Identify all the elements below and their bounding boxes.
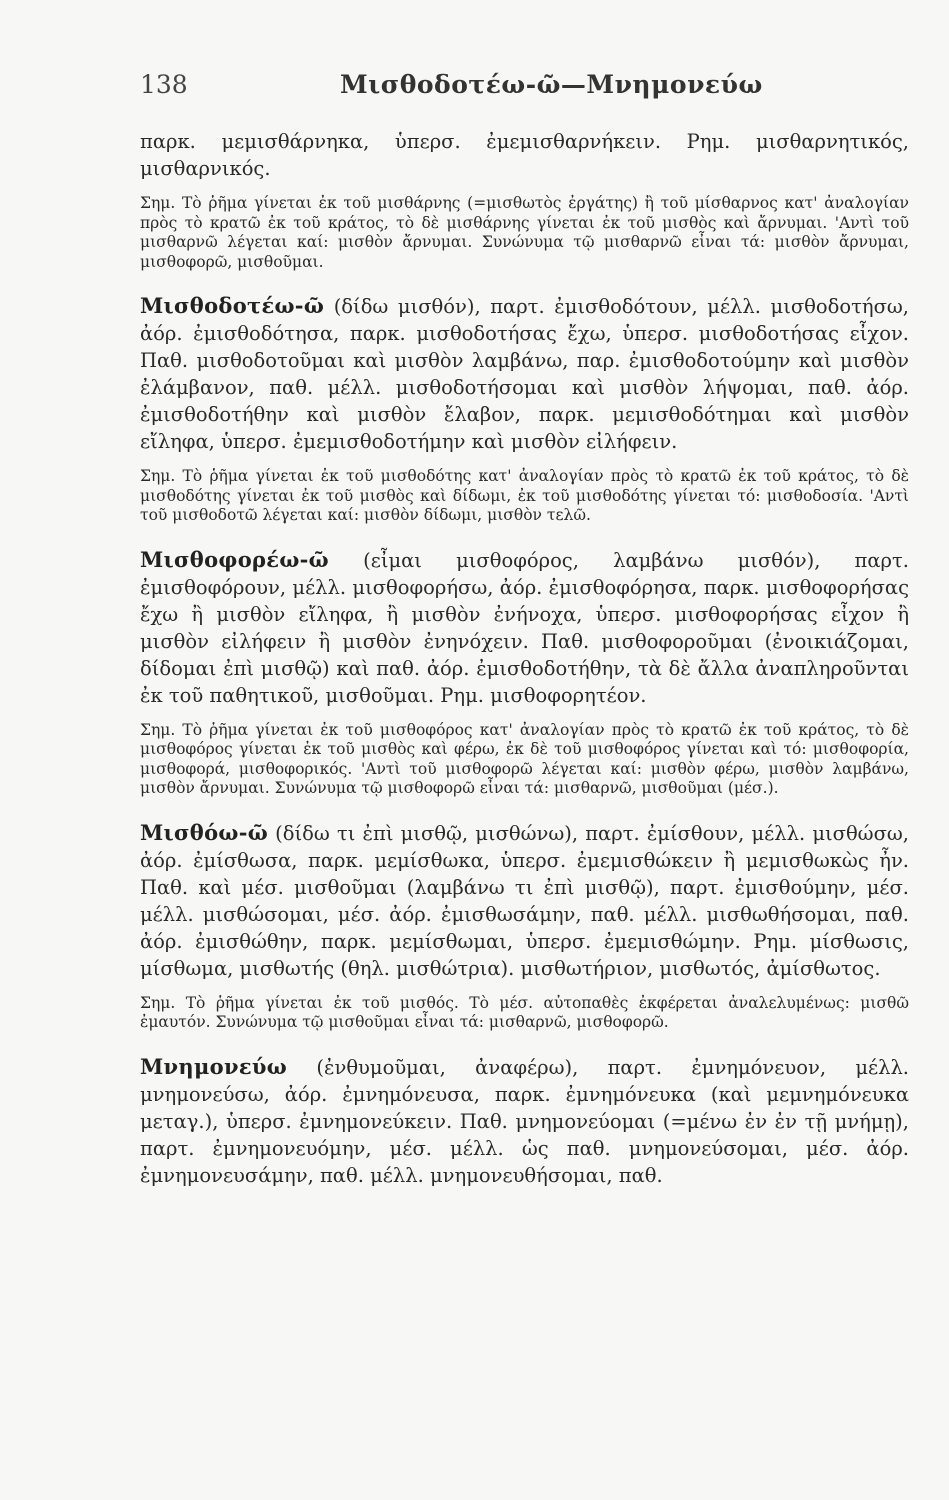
- entry-body: (ἐνθυμοῦμαι, ἀναφέρω), παρτ. ἐμνημόνευον, μέλλ. μνημονεύσω, ἀόρ. ἐμνημόνευσα, παρκ. ἐμνημόνευκα (καὶ μεμνημόνευκα μεταγ.), ὑπερσ. ἐμνημονεύκειν. Παθ. μνημονεύομαι (=μένω ἐν ἐν τῇ μνήμῃ), παρτ. ἐμνημονευόμην, μέσ. μέλλ. ὡς παθ. μνημονεύσομαι, μέσ. ἀόρ. ἐμνημονευσάμην, παθ. μέλλ. μνημονευθήσομαι, παθ.: [140, 1055, 910, 1187]
- entry-paragraph: [140, 819, 909, 982]
- entry-body: (δίδω τι ἐπὶ μισθῷ, μισθώνω), παρτ. ἐμίσθουν, μέλλ. μισθώσω, ἀόρ. ἐμίσθωσα, παρκ. μεμίσθωκα, ὑπερσ. ἐμεμισθώκειν ἢ μεμισθωκὼς ἦν. Παθ. καὶ μέσ. μισθοῦμαι (λαμβάνω τι ἐπὶ μισθῷ), παρτ. ἐμισθούμην, μέσ. μέλλ. μισθώσομαι, μέσ. ἀόρ. ἐμισθωσάμην, παθ. μέλλ. μισθωθήσομαι, παθ. ἀόρ. ἐμισθώθην, παρκ. μεμίσθωμαι, ὑπερσ. ἐμεμισθώμην. Ρημ. μίσθωσις, μίσθωμα, μισθωτής (θηλ. μισθώτρια). μισθωτήριον, μισθωτός, ἀμίσθωτος.: [140, 821, 909, 980]
- page-number: 138: [140, 70, 188, 99]
- entry-paragraph: [140, 292, 909, 455]
- entry-paragraph: [140, 546, 909, 709]
- entry-paragraph: [140, 1053, 909, 1189]
- entry-body: (δίδω μισθόν), παρτ. ἐμισθοδότουν, μέλλ. μισθοδοτήσω, ἀόρ. ἐμισθοδότησα, παρκ. μισθοδοτήσας ἔχω, ὑπερσ. μισθοδοτήσας εἶχον. Παθ. μισθοδοτοῦμαι καὶ μισθὸν λαμβάνω, παρ. ἐμισθοδοτούμην καὶ μισθὸν ἐλάμβανον, παθ. μέλλ. μισθοδοτήσομαι καὶ μισθὸν λήψομαι, παθ. ἀόρ. ἐμισθοδοτήθην καὶ μισθὸν ἔλαβον, παρκ. μεμισθοδότημαι καὶ μισθὸν εἴληφα, ὑπερσ. ἐμεμισθοδοτήμην καὶ μισθὸν εἰλήφειν.: [140, 295, 910, 453]
- entry-headword: Μισθοδοτέω-ῶ: [140, 293, 325, 318]
- entry-headword: Μνημονεύω: [140, 1053, 288, 1079]
- page-header: [140, 70, 909, 110]
- running-head: Μισθοδοτέω-ῶ—Μνημονεύω: [340, 70, 763, 99]
- page-content: [140, 128, 909, 1189]
- entry-note: Σημ. Τὸ ῥῆμα γίνεται ἐκ τοῦ μισθοδότης κατ' ἀναλογίαν πρὸς τὸ κρατῶ ἐκ τοῦ κράτος, τὸ δὲ μισθοδότης γίνεται ἐκ τοῦ μισθὸς καὶ δίδωμι, ἐκ τοῦ μισθοδότης γίνεται τό: μισθοδοσία. 'Αντὶ τοῦ μισθοδοτῶ λέγεται καί: μισθὸν δίδωμι, μισθὸν τελῶ.: [140, 467, 909, 524]
- entry-headword: Μισθόω-ῶ: [140, 819, 269, 845]
- entry-misthodoteo: [140, 292, 909, 526]
- entry-note: Σημ. Τὸ ῥῆμα γίνεται ἐκ τοῦ μισθός. Τὸ μέσ. αὐτοπαθὲς ἐκφέρεται ἀναλελυμένως: μισθῶ ἐμαυτόν. Συνώνυμα τῷ μισθοῦμαι εἶναι τά: μισθαρνῶ, μισθοφορῶ.: [140, 993, 909, 1031]
- entry-headword: Μισθοφορέω-ῶ: [140, 546, 329, 572]
- entry-body: (εἶμαι μισθοφόρος, λαμβάνω μισθόν), παρτ. ἐμισθοφόρουν, μέλλ. μισθοφορήσω, ἀόρ. ἐμισθοφόρησα, παρκ. μισθοφορήσας ἔχω ἢ μισθὸν εἴληφα, ἢ μισθὸν ἐνήνοχα, ὑπερσ. μισθοφορήσας εἶχον ἢ μισθὸν εἰλήφειν ἢ μισθὸν ἐνηνόχειν. Παθ. μισθοφοροῦμαι (ἐνοικιάζομαι, δίδομαι ἐπὶ μισθῷ) καὶ παθ. ἀόρ. ἐμισθοδοτήθην, τὰ δὲ ἄλλα ἀναπληροῦνται ἐκ τοῦ παθητικοῦ, μισθοῦμαι. Ρημ. μισθοφορητέον.: [140, 548, 909, 707]
- continuation-note: Σημ. Τὸ ῥῆμα γίνεται ἐκ τοῦ μισθάρνης (=μισθωτὸς ἐργάτης) ἢ τοῦ μίσθαρνος κατ' ἀναλογίαν πρὸς τὸ κρατῶ ἐκ τοῦ κράτος, τὸ δὲ μισθάρνης γίνεται ἐκ τοῦ μισθὸς καὶ ἄρνυμαι. 'Αντὶ τοῦ μισθαρνῶ λέγεται καί: μισθὸν ἄρνυμαι. Συνώνυμα τῷ μισθαρνῶ εἶναι τά: μισθὸν ἄρνυμαι, μισθοφορῶ, μισθοῦμαι.: [140, 194, 909, 271]
- entry-mnemoneuo: [140, 1053, 909, 1189]
- entry-misthophoreo: [140, 546, 909, 799]
- continuation-paragraph: παρκ. μεμισθάρνηκα, ὑπερσ. ἐμεμισθαρνήκειν. Ρημ. μισθαρνητικός, μισθαρνικός.: [140, 130, 909, 180]
- entry-note: Σημ. Τὸ ῥῆμα γίνεται ἐκ τοῦ μισθοφόρος κατ' ἀναλογίαν πρὸς τὸ κρατῶ ἐκ τοῦ κράτος, τὸ δὲ μισθοφόρος γίνεται ἐκ τοῦ μισθὸς καὶ φέρω, ἐκ δὲ τοῦ μισθοφόρος γίνεται καὶ τό: μισθοφορία, μισθοφορά, μισθοφορικός. 'Αντὶ τοῦ μισθοφορῶ λέγεται καί: μισθὸν φέρω, μισθὸν λαμβάνω, μισθὸν ἄρνυμαι. Συνώνυμα τῷ μισθοφορῶ εἶναι τά: μισθαρνῶ, μισθοῦμαι (μέσ.).: [140, 720, 909, 797]
- entry-misthoo: [140, 819, 909, 1033]
